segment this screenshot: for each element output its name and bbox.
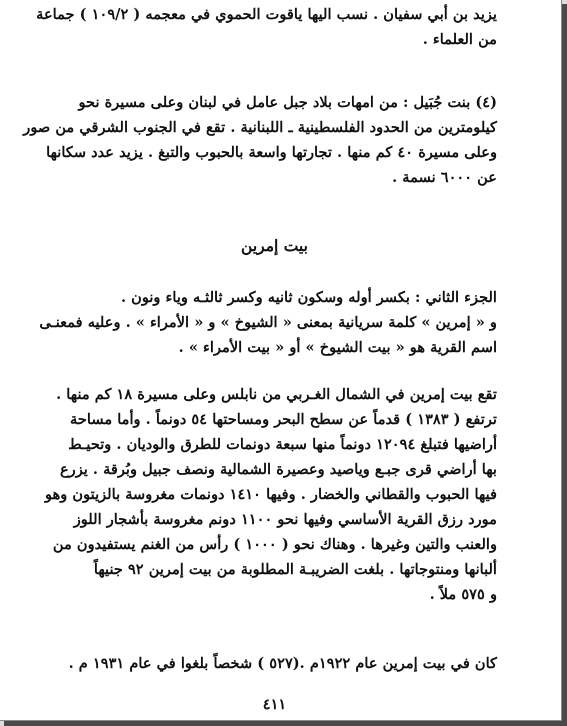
text-line: تقع بيت إمرين في الشمال الغـربي من نابلس وعلى مسيرة ١٨ كم منها . <box>56 386 497 403</box>
paragraph-name-meaning <box>39 285 497 360</box>
text-line: بها أراضي قرى جبـع وياصيد وعصيرة الشمالية ونصف جبيل وبُرقة . يزرع <box>59 461 497 478</box>
text-line: كيلومترين من الحدود الفلسطينية ـ اللبنانية . تقع في الجنوب الشرقي من صور <box>23 119 497 136</box>
text-line: وعلى مسيرة ٤٠ كم منها . تجارتها واسعة بالحبوب والتبغ . يزيد عدد سكانها <box>46 144 497 161</box>
page-number <box>52 692 497 717</box>
page-shadow-right <box>562 4 567 726</box>
text-line: أراضيها فتبلغ ١٢٠٩٤ دونماً منها سبعة دونمات للطرق والوديان . وتحيـط <box>68 436 497 453</box>
section-heading <box>52 233 497 258</box>
text-line: من العلماء . <box>422 31 497 48</box>
paragraph-population <box>52 651 497 676</box>
heading-text: بيت إمرين <box>241 236 308 255</box>
text-line: فيها الحبوب والقطاني والخضار . وفيها ١٤١٠ دونمات مغروسة بالزيتون وهو <box>45 486 497 503</box>
text-line: اسم القرية هو « بيت الشيوخ » أو « بيت الأمراء » . <box>178 339 497 356</box>
text-line: كان في بيت إمرين عام ١٩٢٢م .(٥٢٧ ) شخصاً بلغوا في عام ١٩٣١ م . <box>68 655 497 672</box>
text-line: و ٥٧٥ ملاً . <box>429 586 497 603</box>
text-line: ألبانها ومنتوجاتها . بلغت الضريبـة المطلوبة من بيت إمرين ٩٢ جنيهاً <box>93 561 497 578</box>
text-line: والعنب والتين وغيرها . وهناك نحو ( ١٠٠٠ ) رأس من الغنم يستفيدون من <box>52 536 497 553</box>
page-number-text: ٤١١ <box>262 696 287 713</box>
page-shadow-bottom <box>4 721 567 726</box>
paragraph-yazid <box>36 2 497 52</box>
text-line: و « إمرين » كلمة سريانية بمعنى « الشيوخ » و « الأمراء » . وعليه فمعنـى <box>39 314 497 331</box>
text-line: عن ٦٠٠٠ نسمة . <box>392 169 497 186</box>
paragraph-village-description <box>45 382 497 607</box>
paragraph-bint-jbeil <box>23 90 497 190</box>
text-line: يزيد بن أبي سفيان . نسب اليها ياقوت الحموي في معجمه ( ١٠٩/٢ ) جماعة <box>36 6 497 23</box>
text-line: ترتفع ( ١٣٨٣ ) قدماً عن سطح البحر ومساحتها ٥٤ دونماً . وأما مساحة <box>70 411 497 428</box>
text-line: الجزء الثاني : بكسر أوله وسكون ثانيه وكسر ثالثـه وياء ونون . <box>120 289 497 306</box>
text-line: (٤) بنت جُبَيل : من امهات بلاد جبل عامل في لبنان وعلى مسيرة نحو <box>78 94 497 111</box>
text-line: مورد رزق القرية الأساسي وفيها نحو ١١٠٠ دونم مغروسة بأشجار اللوز <box>73 511 497 528</box>
